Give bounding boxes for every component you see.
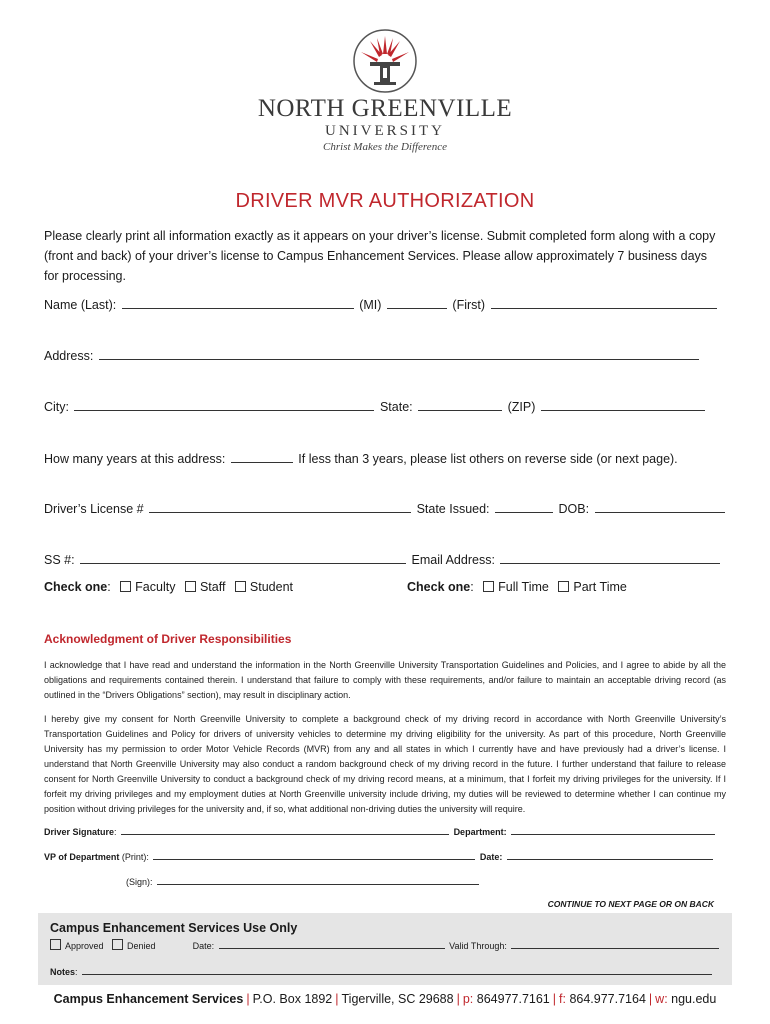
approved-checkbox[interactable] (50, 939, 61, 950)
footer-web-label: w: (655, 992, 668, 1006)
state-label: State: (379, 400, 413, 414)
continue-note: CONTINUE TO NEXT PAGE OR ON BACK (547, 899, 714, 909)
license-field[interactable] (149, 500, 411, 513)
name-last-field[interactable] (122, 296, 354, 309)
driver-signature-label: Driver Signature (44, 827, 115, 837)
university-logo (0, 28, 770, 154)
notes-label: Notes (50, 967, 76, 977)
department-label: Department: (453, 827, 507, 837)
footer-phone-label: p: (462, 992, 474, 1006)
part-time-checkbox[interactable] (558, 581, 569, 592)
department-field[interactable] (511, 825, 715, 835)
state-field[interactable] (418, 398, 502, 411)
address-label: Address: (44, 349, 94, 363)
driver-signature-field[interactable] (121, 825, 449, 835)
part-time-label: Part Time (573, 580, 627, 594)
license-label: Driver’s License # (44, 502, 144, 516)
footer-org: Campus Enhancement Services (53, 992, 244, 1006)
faculty-label: Faculty (135, 580, 176, 594)
footer-po: P.O. Box 1892 (252, 992, 333, 1006)
email-label: Email Address: (411, 553, 495, 567)
ack-paragraph-2: I hereby give my consent for North Greenville University to complete a background check of my driving record in accordance with North Greenville University’s Transportation Guidelines and Policy for drivers of university vehicles to determine my driving eligibility for the university. As part of this procedure, North Greenville University has my permission to order Motor Vehicle Records (MVR) from any and all states in which I currently have and have previously had a driver’s license. I understand that North Greenville University may also conduct a random background check of my driving record in the future. I further understand that failure to release consent for North Greenville University to conduct a background check of my driving record means, at a minimum, that I forfeit my driving privileges for the university. If I forfeit my driving privileges and my employment duties at North Greenville university include driving, my duties will be reviewed to determine whether I can continue my position without driving privileges for the university and, if so, what additional non-driving duties the university will require. (44, 714, 726, 814)
office-use-row (50, 939, 721, 951)
dob-field[interactable] (595, 500, 725, 513)
print-label: (Print): (121, 852, 149, 862)
vp-sign-row (126, 875, 481, 887)
notes-field[interactable] (82, 966, 712, 975)
email-field[interactable] (500, 551, 720, 564)
ss-row (44, 551, 722, 567)
city-row (44, 398, 707, 414)
ack-heading: Acknowledgment of Driver Responsibilities (44, 632, 292, 646)
form-title: DRIVER MVR AUTHORIZATION (235, 190, 535, 212)
staff-checkbox[interactable] (185, 581, 196, 592)
sign-label: (Sign): (126, 877, 153, 887)
name-last-label: Name (Last): (44, 298, 117, 312)
zip-field[interactable] (541, 398, 705, 411)
faculty-checkbox[interactable] (120, 581, 131, 592)
footer-phone: 864977.7161 (476, 992, 550, 1006)
years-label: How many years at this address: (44, 452, 226, 466)
vp-sign-field[interactable] (157, 875, 479, 885)
valid-through-label: Valid Through: (449, 941, 507, 951)
license-row (44, 500, 727, 516)
date-label: Date: (479, 852, 503, 862)
footer-fax-label: f: (559, 992, 566, 1006)
footer-city: Tigerville, SC 29688 (341, 992, 454, 1006)
office-use-title: Campus Enhancement Services Use Only (50, 921, 298, 935)
office-date-label: Date: (192, 941, 215, 951)
name-mi-field[interactable] (387, 296, 447, 309)
ss-label: SS #: (44, 553, 75, 567)
vp-department-label: VP of Department (44, 852, 120, 862)
vp-print-field[interactable] (153, 850, 475, 860)
city-field[interactable] (74, 398, 374, 411)
city-label: City: (44, 400, 69, 414)
valid-through-field[interactable] (511, 940, 719, 949)
footer-fax: 864.977.7164 (569, 992, 646, 1006)
name-mi-label: (MI) (359, 298, 382, 312)
address-field[interactable] (99, 347, 699, 360)
years-field[interactable] (231, 450, 293, 463)
approved-label: Approved (65, 941, 104, 951)
dob-label: DOB: (558, 502, 590, 516)
years-note: If less than 3 years, please list others on reverse side (or next page). (298, 452, 678, 466)
address-row (44, 347, 701, 363)
ss-field[interactable] (80, 551, 406, 564)
student-label: Student (249, 580, 294, 594)
vp-print-row (44, 850, 715, 862)
footer-web[interactable]: ngu.edu (671, 992, 717, 1006)
role-checkgroup: Check one: Faculty Staff Student (44, 580, 294, 594)
footer: Campus Enhancement Services | P.O. Box 1892 | Tigerville, SC 29688 | p: 864977.7161 | f: 864.977.7164 | w: ngu.edu (53, 992, 717, 1006)
full-time-checkbox[interactable] (483, 581, 494, 592)
university-subtitle: UNIVERSITY (325, 123, 445, 139)
denied-label: Denied (127, 941, 156, 951)
ack-paragraph-1: I acknowledge that I have read and understand the information in the North Greenville University Transportation Guidelines and Policies, and I agree to abide by all the obligations and requirements contained therein. I understand that failure to comply with these requirements, and/or failure to maintain an acceptable driving record (as outlined in the “Drivers Obligations” section), may result in disciplinary action. (44, 660, 726, 700)
student-checkbox[interactable] (235, 581, 246, 592)
time-check-one-label: Check one (407, 580, 471, 594)
time-checkgroup: Check one: Full Time Part Time (407, 580, 627, 594)
form-intro: Please clearly print all information exactly as it appears on your driver’s license. Submit completed form along with a copy (front and back) of your driver’s license to Campus Enhancement Services. Please allow approximately 7 business days for processing. (44, 229, 716, 283)
university-name: NORTH GREENVILLE (257, 95, 513, 122)
state-issued-field[interactable] (495, 500, 553, 513)
denied-checkbox[interactable] (112, 939, 123, 950)
name-first-field[interactable] (491, 296, 717, 309)
name-row (44, 296, 719, 312)
office-date-field[interactable] (219, 940, 445, 949)
staff-label: Staff (199, 580, 226, 594)
notes-row: Notes: (50, 966, 714, 977)
full-time-label: Full Time (498, 580, 549, 594)
university-motto: Christ Makes the Difference (323, 141, 447, 153)
university-seal-icon (352, 28, 418, 94)
date-field[interactable] (507, 850, 713, 860)
driver-signature-row: Driver Signature: Department: (44, 825, 717, 837)
zip-label: (ZIP) (507, 400, 536, 414)
state-issued-label: State Issued: (416, 502, 490, 516)
name-first-label: (First) (452, 298, 486, 312)
role-check-one-label: Check one (44, 580, 108, 594)
years-row (44, 450, 678, 466)
